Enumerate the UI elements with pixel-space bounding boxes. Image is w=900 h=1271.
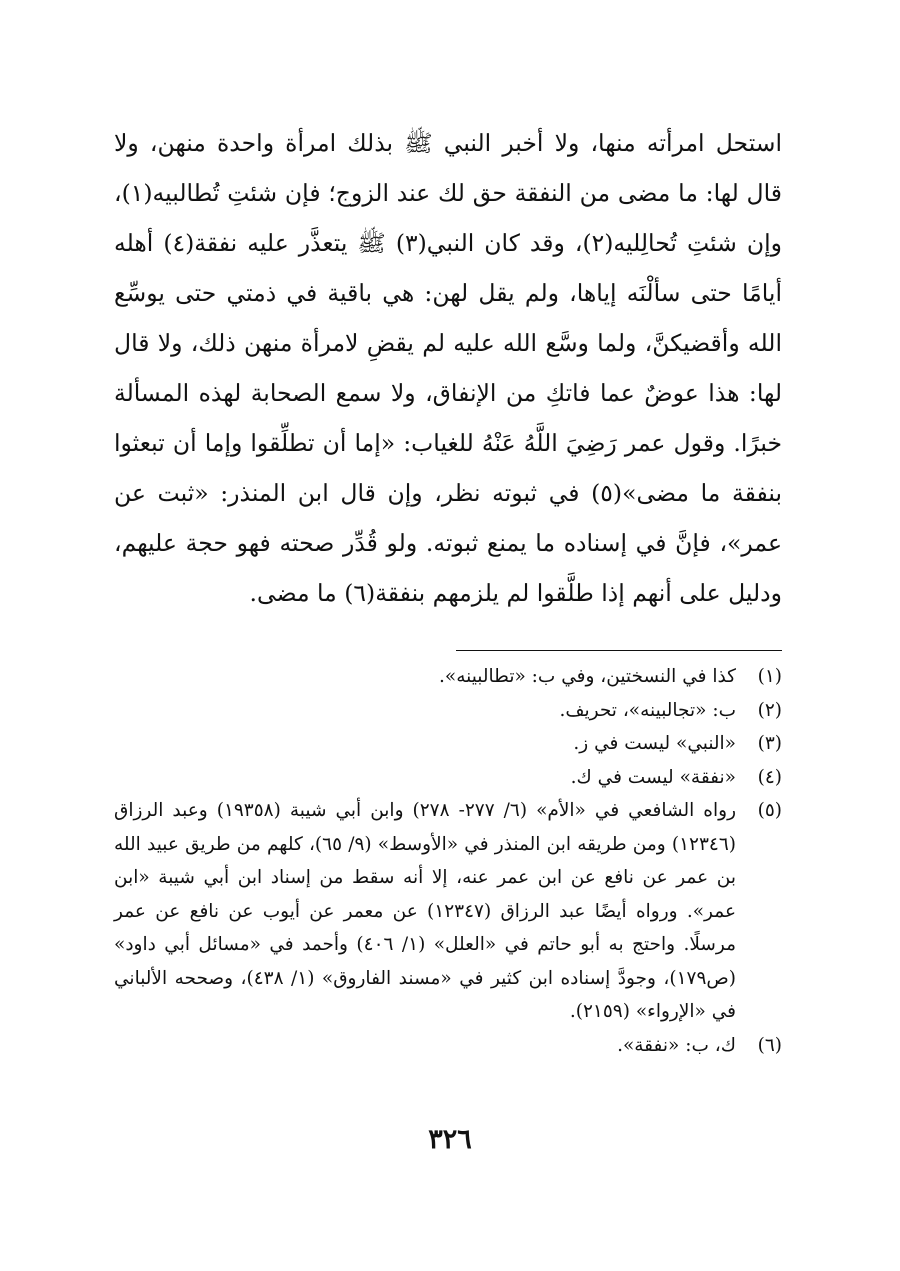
- footnote-5: [114, 794, 782, 1029]
- main-text: [114, 118, 782, 618]
- footnote-text: «النبي» ليست في ز.: [573, 733, 736, 754]
- footnote-divider: [456, 650, 782, 651]
- footnote-text: كذا في النسختين، وفي ب: «تطالبينه».: [439, 666, 736, 687]
- footnote-number: (٢): [757, 699, 782, 721]
- body-paragraph: استحل امرأته منها، ولا أخبر النبي ﷺ بذلك امرأة واحدة منهن، ولا قال لها: ما مضى من النفقة حق لك عند الزوج؛ فإن شئتِ تُطالبيه(١)، وإن شئتِ تُحالِليه(٢)، وقد كان النبي(٣) ﷺ يتعذَّر عليه نفقة(٤) أهله أيامًا حتى سألْنَه إياها، ولم يقل لهن: هي باقية في ذمتي حتى يوسِّع الله وأقضيكنَّ، ولما وسَّع الله عليه لم يقضِ لامرأة منهن ذلك، ولا قال لها: هذا عوضٌ عما فاتكِ من الإنفاق، ولا سمع الصحابة لهذه المسألة خبرًا. وقول عمر رَضِيَ اللَّهُ عَنْهُ للغياب: «إما أن تطلِّقوا وإما أن تبعثوا بنفقة ما مضى»(٥) في ثبوته نظر، وإن قال ابن المنذر: «ثبت عن عمر»، فإنَّ في إسناده ما يمنع ثبوته. ولو قُدِّر صحته فهو حجة عليهم، ودليل على أنهم إذا طلَّقوا لم يلزمهم بنفقة(٦) ما مضى.: [114, 129, 782, 607]
- footnotes-list: [114, 660, 782, 1062]
- footnote-4: [114, 761, 782, 795]
- footnote-number: (٣): [757, 733, 782, 754]
- footnote-text: رواه الشافعي في «الأم» (٦/ ٢٧٧- ٢٧٨) وابن أبي شيبة (١٩٣٥٨) وعبد الرزاق (١٢٣٤٦) ومن طريقه ابن المنذر في «الأوسط» (٩/ ٦٥)، كلهم من طريق عبيد الله بن عمر عن نافع عن ابن عمر عنه، إلا أنه سقط من إسناد ابن أبي شيبة «ابن عمر». ورواه أيضًا عبد الرزاق (١٢٣٤٧) عن معمر عن أيوب عن نافع عن عمر مرسلًا. واحتج به أبو حاتم في «العلل» (١/ ٤٠٦) وأحمد في «مسائل أبي داود» (ص١٧٩)، وجودَّ إسناده ابن كثير في «مسند الفاروق» (١/ ٤٣٨)، وصححه الألباني في «الإرواء» (٢١٥٩).: [114, 800, 737, 1022]
- footnote-text: ب: «تجالبينه»، تحريف.: [559, 699, 736, 721]
- footnote-3: [114, 727, 782, 761]
- footnote-text: ك، ب: «نفقة».: [617, 1034, 736, 1056]
- footnote-text: «نفقة» ليست في ك.: [570, 766, 736, 788]
- footnote-1: [114, 660, 782, 694]
- footnote-number: (٦): [757, 1034, 782, 1056]
- footnote-number: (٤): [757, 766, 782, 788]
- footnote-2: [114, 694, 782, 728]
- page-number: ٣٢٦: [428, 1124, 472, 1155]
- footnote-number: (١): [757, 666, 782, 687]
- footnote-number: (٥): [757, 800, 782, 821]
- footnote-6: [114, 1029, 782, 1063]
